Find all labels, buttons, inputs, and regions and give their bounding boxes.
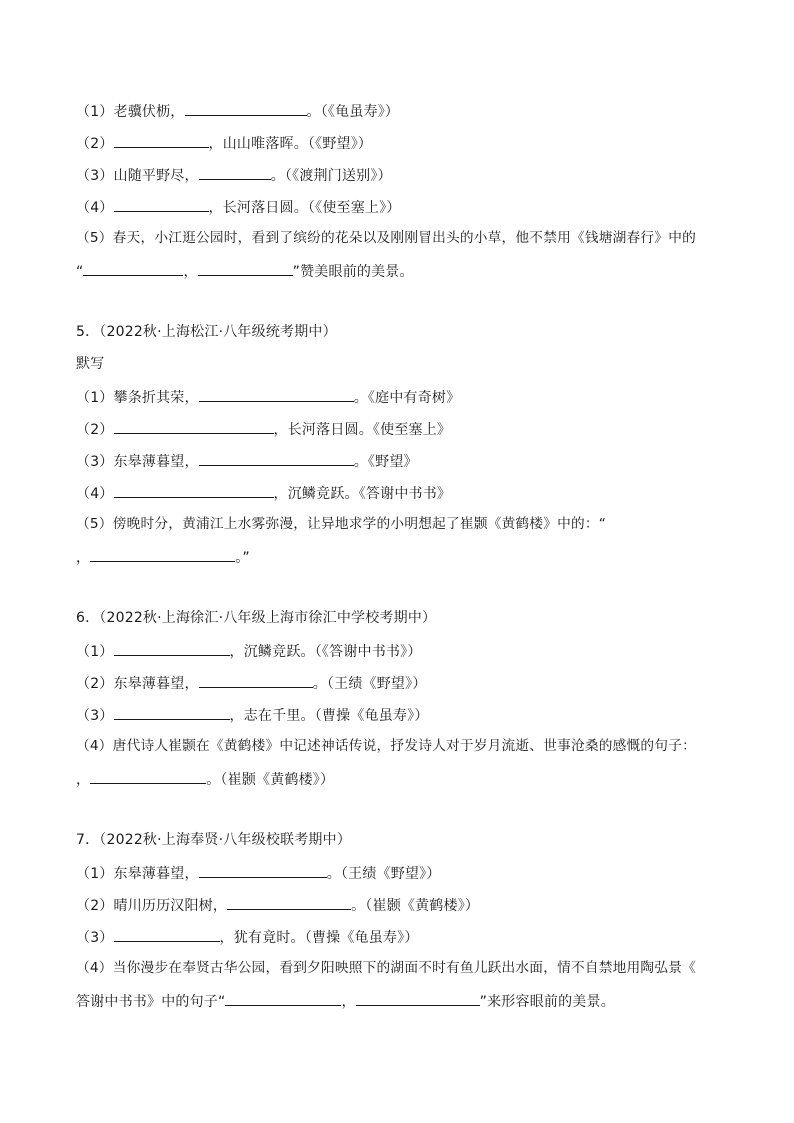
q5-line-4: （4） ，沉鳞竞跃。《答谢中书书》 bbox=[76, 482, 734, 504]
q6-line-1: （1） ，沉鳞竞跃。（《答谢中书书》） bbox=[76, 640, 734, 662]
answer-blank[interactable] bbox=[199, 862, 327, 878]
q4-line-3: （3）山随平野尽， 。（《渡荆门送别》） bbox=[76, 164, 734, 186]
q7-line-3: （3） ，犹有竟时。（曹操《龟虽寿》） bbox=[76, 926, 734, 948]
answer-blank[interactable] bbox=[114, 926, 220, 942]
answer-blank[interactable] bbox=[198, 260, 293, 276]
q5-line-3: （3）东皋薄暮望， 。《野望》 bbox=[76, 450, 734, 472]
q7-line-4: （4）当你漫步在奉贤古华公园，看到夕阳映照下的湖面不时有鱼儿跃出水面，情不自禁地用陶弘景《 bbox=[76, 960, 696, 976]
q5-line-5: （5）傍晚时分，黄浦江上水雾弥漫，让异地求学的小明想起了崔颢《黄鹤楼》中的：“ bbox=[76, 516, 607, 532]
answer-blank[interactable] bbox=[227, 894, 351, 910]
answer-blank[interactable] bbox=[199, 164, 271, 180]
q7-line-1: （1）东皋薄暮望， 。（王绩《野望》） bbox=[76, 862, 734, 884]
q4-line-6: “ ， ”赞美眼前的美景。 bbox=[76, 260, 734, 282]
q6-header: 6．（2022秋·上海徐汇·八年级上海市徐汇中学校考期中） bbox=[76, 610, 437, 626]
answer-blank[interactable] bbox=[114, 704, 230, 720]
q7-header: 7．（2022秋·上海奉贤·八年级校联考期中） bbox=[76, 832, 352, 848]
q6-line-3: （3） ，志在千里。（曹操《龟虽寿》） bbox=[76, 704, 734, 726]
answer-blank[interactable] bbox=[356, 990, 480, 1006]
q6-line-5: ， 。（崔颢《黄鹤楼》） bbox=[76, 768, 734, 790]
answer-blank[interactable] bbox=[225, 990, 341, 1006]
q5-line-2: （2） ，长河落日圆。《使至塞上》 bbox=[76, 418, 734, 440]
answer-blank[interactable] bbox=[90, 768, 206, 784]
answer-blank[interactable] bbox=[114, 132, 209, 148]
answer-blank[interactable] bbox=[114, 640, 230, 656]
answer-blank[interactable] bbox=[114, 418, 274, 434]
q4-line-1: （1）老骥伏枥， 。（《龟虽寿》） bbox=[76, 100, 734, 122]
q4-line-5: （5）春天，小江逛公园时，看到了缤纷的花朵以及刚刚冒出头的小草，他不禁用《钱塘湖春行》中的 bbox=[76, 230, 696, 246]
q4-line-4: （4） ，长河落日圆。（《使至塞上》） bbox=[76, 196, 734, 218]
answer-blank[interactable] bbox=[83, 260, 183, 276]
q7-line-2: （2）晴川历历汉阳树， 。（崔颢《黄鹤楼》） bbox=[76, 894, 734, 916]
q5-line-1: （1）攀条折其荣， 。《庭中有奇树》 bbox=[76, 386, 734, 408]
answer-blank[interactable] bbox=[185, 100, 307, 116]
q7-line-5: 答谢中书书》中的句子“ ， ”来形容眼前的美景。 bbox=[76, 990, 734, 1012]
q5-line-6: ， 。” bbox=[76, 546, 734, 568]
q6-line-2: （2）东皋薄暮望， 。（王绩《野望》） bbox=[76, 672, 734, 694]
q5-header: 5．（2022秋·上海松江·八年级统考期中） bbox=[76, 324, 337, 340]
answer-blank[interactable] bbox=[90, 546, 235, 562]
answer-blank[interactable] bbox=[199, 672, 313, 688]
answer-blank[interactable] bbox=[114, 196, 209, 212]
q4-line-2: （2） ，山山唯落晖。（《野望》） bbox=[76, 132, 734, 154]
q6-line-4: （4）唐代诗人崔颢在《黄鹤楼》中记述神话传说，抒发诗人对于岁月流逝、世事沧桑的感慨的句子： bbox=[76, 738, 696, 754]
answer-blank[interactable] bbox=[114, 482, 274, 498]
q5-title: 默写 bbox=[76, 356, 105, 372]
answer-blank[interactable] bbox=[199, 386, 354, 402]
answer-blank[interactable] bbox=[199, 450, 354, 466]
